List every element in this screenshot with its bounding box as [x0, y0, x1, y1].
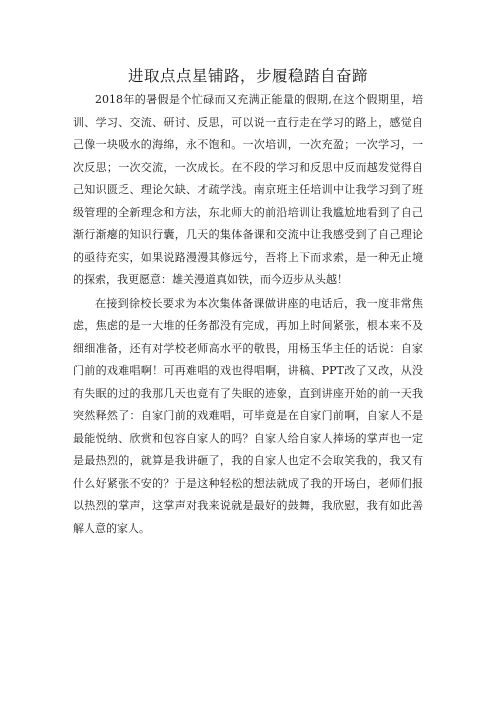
document-body: [73, 89, 423, 540]
paragraph-1: 2018年的暑假是个忙碌而又充满正能量的假期,在这个假期里，培训、学习、交流、研讨、反思，可以说一直行走在学习的路上，感觉自己像一块吸水的海绵，永不饱和。一次培训，一次充盈；一次学习，一次反思；一次交流，一次成长。在不段的学习和反思中反而越发觉得自己知识匮乏、理论欠缺、才疏学浅。南京班主任培训中让我学习到了班级管理的全新理念和方法，东北师大的前沿培训让我尴尬地看到了自己渐行渐瘪的知识行囊，几天的集体备课和交流中让我感受到了自己理论的亟待充实，如果说路漫漫其修远兮，吾将上下而求索，是一种无止境的探索，我更愿意：雄关漫道真如铁，而今迈步从头越！: [73, 93, 423, 286]
paragraph-2: 在接到徐校长要求为本次集体备课做讲座的电话后，我一度非常焦虑，焦虑的是一大堆的任务都没有完成，再加上时间紧张，根本来不及细细准备，还有对学校老师高水平的敬畏，用杨玉华主任的话说：自家门前的戏难唱啊！可再难唱的戏也得唱啊，讲稿、PPT改了又改，从没有失眠的过的我那几天也竟有了失眠的迹象，直到讲座开始的前一天我突然释然了：自家门前的戏难唱，可毕竟是在自家门前啊，自家人不是最能悦纳、欣赏和包容自家人的吗？自家人给自家人捧场的掌声也一定是最热烈的，就算是我讲砸了，我的自家人也定不会取笑我的，我又有什么好紧张不安的？于是这种轻松的想法就成了我的开场白，老师们报以热烈的掌声，这掌声对我来说就是最好的鼓舞，我欣慰，我有如此善解人意的家人。: [73, 296, 423, 535]
document-title: 进取点点星铺路，步履稳踏自奋蹄: [127, 67, 368, 85]
